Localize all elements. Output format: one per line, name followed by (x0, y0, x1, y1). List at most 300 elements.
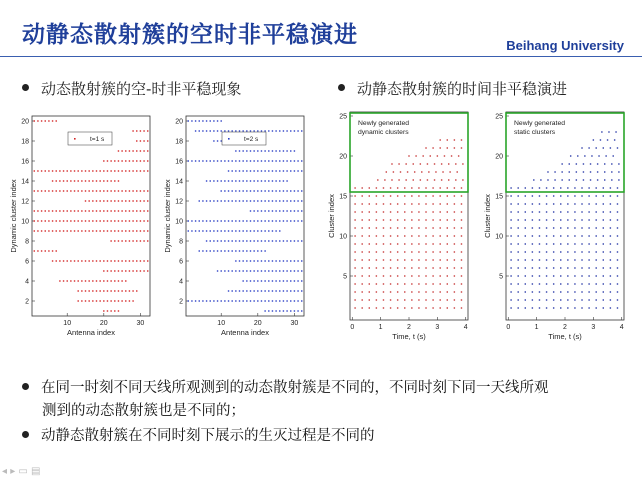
data-point (301, 240, 302, 241)
data-point (85, 280, 86, 281)
data-point (70, 260, 71, 261)
data-point (440, 139, 441, 140)
data-point (264, 250, 265, 251)
data-point (418, 267, 419, 268)
data-point (246, 130, 247, 131)
data-point (37, 170, 38, 171)
data-point (525, 259, 526, 260)
data-point (617, 219, 618, 220)
data-point (56, 190, 57, 191)
data-point (283, 220, 284, 221)
data-point (457, 171, 458, 172)
data-point (114, 310, 115, 311)
data-point (617, 291, 618, 292)
data-point (432, 283, 433, 284)
data-point (354, 219, 355, 220)
data-point (369, 195, 370, 196)
data-point (413, 163, 414, 164)
data-point (603, 219, 604, 220)
data-point (41, 250, 42, 251)
data-point (275, 240, 276, 241)
data-point (297, 170, 298, 171)
data-point (390, 275, 391, 276)
data-point (261, 270, 262, 271)
data-point (239, 200, 240, 201)
data-point (510, 307, 511, 308)
data-point (297, 270, 298, 271)
data-point (88, 230, 89, 231)
data-point (129, 190, 130, 191)
data-point (560, 219, 561, 220)
data-point (45, 250, 46, 251)
data-point (397, 187, 398, 188)
data-point (253, 240, 254, 241)
data-point (96, 300, 97, 301)
data-point (264, 200, 265, 201)
data-point (77, 260, 78, 261)
data-point (70, 230, 71, 231)
data-point (206, 130, 207, 131)
data-point (279, 150, 280, 151)
data-point (37, 230, 38, 231)
data-point (191, 120, 192, 121)
data-point (81, 170, 82, 171)
data-point (268, 190, 269, 191)
data-point (610, 267, 611, 268)
data-point (301, 190, 302, 191)
data-point (560, 259, 561, 260)
data-point (361, 211, 362, 212)
data-point (114, 190, 115, 191)
data-point (576, 163, 577, 164)
data-point (239, 270, 240, 271)
data-point (114, 270, 115, 271)
data-point (383, 307, 384, 308)
data-point (217, 200, 218, 201)
data-point (34, 210, 35, 211)
data-point (125, 240, 126, 241)
data-point (188, 120, 189, 121)
data-point (354, 195, 355, 196)
data-point (272, 300, 273, 301)
data-point (510, 275, 511, 276)
data-point (539, 259, 540, 260)
data-point (297, 200, 298, 201)
data-point (77, 300, 78, 301)
data-point (603, 307, 604, 308)
data-point (253, 130, 254, 131)
data-point (264, 180, 265, 181)
data-point (206, 200, 207, 201)
data-point (81, 220, 82, 221)
data-point (301, 210, 302, 211)
data-point (140, 230, 141, 231)
data-point (354, 259, 355, 260)
data-point (286, 310, 287, 311)
data-point (110, 170, 111, 171)
data-point (268, 280, 269, 281)
data-point (560, 227, 561, 228)
data-point (63, 210, 64, 211)
data-point (404, 211, 405, 212)
data-point (418, 307, 419, 308)
data-point (217, 270, 218, 271)
data-point (560, 267, 561, 268)
data-point (272, 210, 273, 211)
data-point (510, 283, 511, 284)
data-point (286, 200, 287, 201)
data-point (294, 280, 295, 281)
data-point (74, 260, 75, 261)
data-point (246, 190, 247, 191)
data-point (118, 160, 119, 161)
data-point (286, 160, 287, 161)
data-point (588, 291, 589, 292)
data-point (454, 139, 455, 140)
data-point (242, 250, 243, 251)
data-point (454, 299, 455, 300)
data-point (48, 120, 49, 121)
x-axis-label: Time, t (s) (548, 332, 582, 341)
data-point (440, 187, 441, 188)
data-point (397, 227, 398, 228)
data-point (92, 230, 93, 231)
data-point (361, 219, 362, 220)
data-point (581, 283, 582, 284)
data-point (125, 260, 126, 261)
data-point (588, 283, 589, 284)
data-point (242, 270, 243, 271)
data-point (567, 299, 568, 300)
data-point (588, 259, 589, 260)
data-point (539, 283, 540, 284)
y-tick-label: 2 (25, 298, 29, 306)
data-point (290, 240, 291, 241)
data-point (41, 210, 42, 211)
data-point (147, 140, 148, 141)
bullet-dot-icon (338, 84, 345, 91)
data-point (103, 260, 104, 261)
data-point (235, 150, 236, 151)
data-point (447, 307, 448, 308)
data-point (283, 190, 284, 191)
data-point (361, 267, 362, 268)
data-point (261, 130, 262, 131)
data-point (67, 220, 68, 221)
data-point (455, 179, 456, 180)
data-point (361, 203, 362, 204)
y-tick-label: 4 (25, 278, 29, 286)
data-point (286, 180, 287, 181)
data-point (297, 130, 298, 131)
data-point (596, 147, 597, 148)
data-point (114, 230, 115, 231)
data-point (206, 180, 207, 181)
data-point (567, 235, 568, 236)
data-point (121, 240, 122, 241)
data-point (617, 299, 618, 300)
data-point (121, 300, 122, 301)
data-point (294, 270, 295, 271)
data-point (41, 230, 42, 231)
left-heading (22, 78, 241, 99)
y-tick-label: 8 (25, 238, 29, 246)
data-point (235, 230, 236, 231)
data-point (461, 235, 462, 236)
data-point (432, 227, 433, 228)
data-point (70, 180, 71, 181)
data-point (432, 299, 433, 300)
data-point (418, 283, 419, 284)
data-point (603, 275, 604, 276)
data-point (217, 120, 218, 121)
annotation-label: static clusters (514, 129, 556, 136)
data-point (92, 210, 93, 211)
data-point (532, 275, 533, 276)
plot-frame (506, 112, 624, 320)
data-point (596, 267, 597, 268)
data-point (294, 300, 295, 301)
data-point (297, 220, 298, 221)
x-tick-label: 30 (136, 320, 145, 327)
data-point (517, 203, 518, 204)
data-point (603, 203, 604, 204)
data-point (567, 267, 568, 268)
data-point (447, 187, 448, 188)
data-point (611, 179, 612, 180)
data-point (239, 180, 240, 181)
data-point (103, 210, 104, 211)
data-point (461, 275, 462, 276)
data-point (136, 230, 137, 231)
data-point (610, 195, 611, 196)
data-point (96, 260, 97, 261)
data-point (440, 227, 441, 228)
data-point (261, 200, 262, 201)
data-point (96, 280, 97, 281)
data-point (279, 200, 280, 201)
data-point (301, 170, 302, 171)
data-point (376, 227, 377, 228)
data-point (532, 219, 533, 220)
data-point (404, 219, 405, 220)
data-point (246, 220, 247, 221)
data-point (279, 180, 280, 181)
data-point (517, 275, 518, 276)
data-point (275, 310, 276, 311)
x-tick-label: 3 (591, 324, 596, 331)
data-point (96, 190, 97, 191)
data-point (272, 130, 273, 131)
data-point (447, 227, 448, 228)
data-point (294, 240, 295, 241)
data-point (213, 220, 214, 221)
data-point (283, 130, 284, 131)
data-point (121, 230, 122, 231)
data-point (206, 160, 207, 161)
data-point (114, 220, 115, 221)
data-point (596, 211, 597, 212)
data-point (246, 180, 247, 181)
data-point (129, 290, 130, 291)
data-point (369, 235, 370, 236)
data-point (195, 120, 196, 121)
data-point (221, 240, 222, 241)
data-point (581, 259, 582, 260)
data-point (567, 275, 568, 276)
data-point (567, 227, 568, 228)
data-point (454, 195, 455, 196)
data-point (202, 230, 203, 231)
data-point (110, 210, 111, 211)
data-point (213, 250, 214, 251)
x-axis-label: Antenna index (67, 328, 115, 337)
data-point (250, 210, 251, 211)
data-point (45, 120, 46, 121)
y-tick-label: 10 (339, 233, 347, 241)
data-point (546, 275, 547, 276)
data-point (103, 220, 104, 221)
data-point (610, 283, 611, 284)
data-point (279, 210, 280, 211)
data-point (546, 251, 547, 252)
data-point (110, 230, 111, 231)
data-point (596, 251, 597, 252)
data-point (250, 230, 251, 231)
title-divider (0, 56, 642, 57)
data-point (404, 235, 405, 236)
data-point (132, 260, 133, 261)
data-point (275, 200, 276, 201)
data-point (615, 131, 616, 132)
data-point (290, 190, 291, 191)
data-point (376, 259, 377, 260)
y-tick-label: 15 (339, 193, 347, 201)
data-point (617, 307, 618, 308)
data-point (294, 220, 295, 221)
data-point (77, 230, 78, 231)
annotation-label: dynamic clusters (358, 129, 409, 136)
data-point (517, 267, 518, 268)
data-point (425, 291, 426, 292)
data-point (447, 195, 448, 196)
data-point (605, 155, 606, 156)
data-point (275, 130, 276, 131)
data-point (275, 300, 276, 301)
data-point (264, 290, 265, 291)
data-point (110, 220, 111, 221)
data-point (567, 203, 568, 204)
data-point (603, 283, 604, 284)
data-point (283, 300, 284, 301)
data-point (88, 260, 89, 261)
y-tick-label: 18 (21, 138, 29, 146)
data-point (567, 291, 568, 292)
data-point (425, 211, 426, 212)
data-point (397, 299, 398, 300)
data-point (560, 307, 561, 308)
data-point (107, 290, 108, 291)
data-point (517, 243, 518, 244)
data-point (447, 299, 448, 300)
data-point (96, 200, 97, 201)
data-point (253, 150, 254, 151)
data-point (383, 259, 384, 260)
data-point (607, 139, 608, 140)
data-point (125, 190, 126, 191)
data-point (517, 211, 518, 212)
data-point (561, 171, 562, 172)
data-point (418, 203, 419, 204)
data-point (517, 227, 518, 228)
data-point (132, 130, 133, 131)
data-point (85, 190, 86, 191)
data-point (574, 203, 575, 204)
data-point (397, 267, 398, 268)
data-point (458, 155, 459, 156)
data-point (425, 275, 426, 276)
data-point (250, 220, 251, 221)
data-point (440, 251, 441, 252)
data-point (264, 170, 265, 171)
data-point (617, 227, 618, 228)
data-point (81, 190, 82, 191)
data-point (383, 187, 384, 188)
data-point (290, 260, 291, 261)
data-point (437, 155, 438, 156)
data-point (257, 220, 258, 221)
data-point (121, 220, 122, 221)
data-point (88, 280, 89, 281)
data-point (143, 140, 144, 141)
data-point (610, 203, 611, 204)
data-point (63, 190, 64, 191)
data-point (361, 299, 362, 300)
data-point (576, 171, 577, 172)
x-tick-label: 4 (619, 324, 624, 331)
data-point (99, 170, 100, 171)
y-tick-label: 15 (495, 193, 503, 201)
slide-nav-icon[interactable]: ◂ ▸ ▭ ▤ (2, 466, 41, 477)
data-point (525, 251, 526, 252)
data-point (107, 180, 108, 181)
data-point (103, 190, 104, 191)
data-point (118, 290, 119, 291)
bullet-1 (22, 378, 549, 399)
data-point (92, 170, 93, 171)
data-point (390, 259, 391, 260)
data-point (41, 220, 42, 221)
data-point (553, 307, 554, 308)
data-point (77, 180, 78, 181)
data-point (224, 160, 225, 161)
data-point (588, 275, 589, 276)
data-point (67, 230, 68, 231)
data-point (376, 283, 377, 284)
data-point (107, 270, 108, 271)
data-point (85, 200, 86, 201)
data-point (99, 280, 100, 281)
data-point (290, 310, 291, 311)
data-point (554, 171, 555, 172)
data-point (129, 200, 130, 201)
data-point (525, 275, 526, 276)
data-point (422, 155, 423, 156)
data-point (268, 270, 269, 271)
data-point (268, 240, 269, 241)
data-point (250, 150, 251, 151)
data-point (517, 299, 518, 300)
